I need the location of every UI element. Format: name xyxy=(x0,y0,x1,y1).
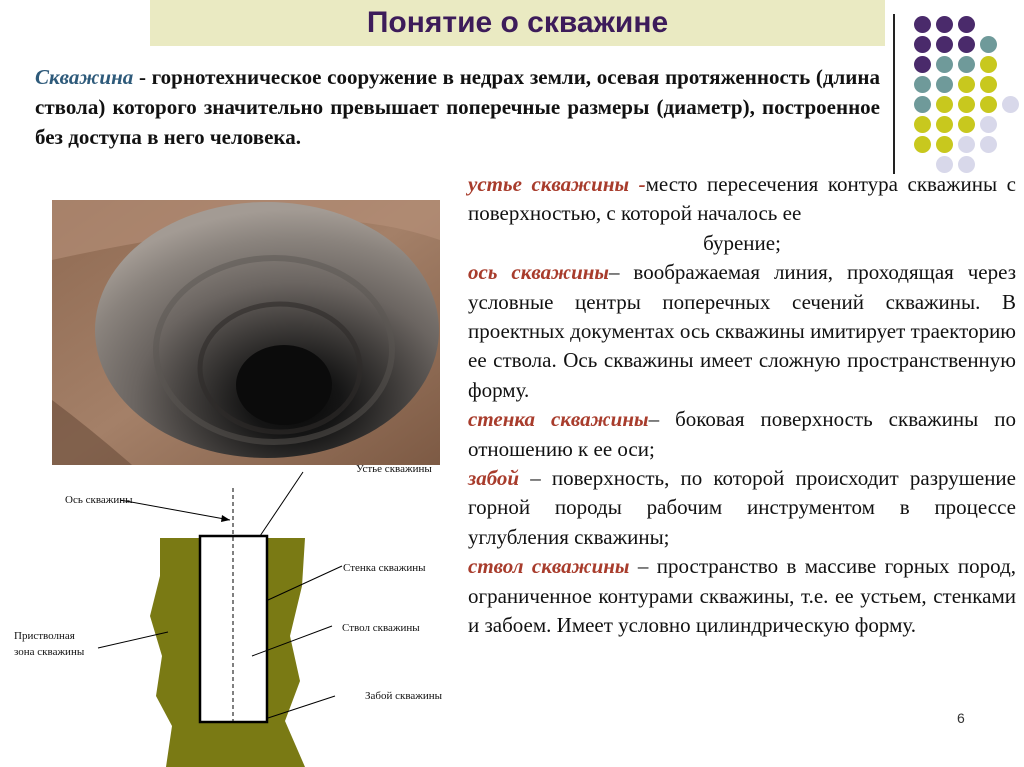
axis-pointer xyxy=(120,500,230,520)
dot xyxy=(936,136,953,153)
definition-item xyxy=(468,464,1016,552)
dot xyxy=(914,76,931,93)
definition-separator: – xyxy=(608,260,620,285)
dot xyxy=(958,16,975,33)
well-diagram-drawing xyxy=(0,466,470,767)
intro-text: - горнотехническое сооружение в недрах земли, осевая протяженность (длина ствола) которого значительно превышает поперечные размеры (диаметр), построенное без доступа в него человека. xyxy=(35,65,880,149)
intro-term: Скважина xyxy=(35,65,134,89)
definition-item xyxy=(468,170,1016,229)
definition-item xyxy=(468,552,1016,640)
definition-item xyxy=(468,258,1016,405)
dot xyxy=(936,36,953,53)
slide-title: Понятие о скважине xyxy=(366,6,669,39)
definition-term: устье скважины xyxy=(468,172,630,196)
dot xyxy=(936,96,953,113)
definition-text: боковая поверхность скважины по отношению к ее оси; xyxy=(468,407,1016,461)
dot xyxy=(958,56,975,73)
label-bottom: Забой скважины xyxy=(365,690,443,702)
definition-separator: – xyxy=(648,407,660,432)
mouth-pointer xyxy=(260,472,303,536)
label-wall: Стенка скважины xyxy=(343,562,426,574)
label-bore: Ствол скважины xyxy=(342,622,420,634)
dot xyxy=(958,96,975,113)
definition-term: ствол скважины xyxy=(468,554,630,579)
definition-separator: - xyxy=(629,172,646,196)
dot xyxy=(936,16,953,33)
label-axis: Ось скважины xyxy=(65,494,133,506)
dot xyxy=(936,116,953,133)
dot xyxy=(914,96,931,113)
label-near-wall-1: Пристволная xyxy=(14,630,75,642)
definitions-list xyxy=(468,170,1016,641)
dot xyxy=(936,56,953,73)
definition-term: стенка скважины xyxy=(468,407,649,432)
definition-text: пространство в массиве горных пород, ограниченное контурами скважины, т.е. ее устьем, стенками и забоем. Имеет условно цилиндрическую форму. xyxy=(468,554,1017,638)
definition-separator: – xyxy=(519,466,541,491)
definition-term: ось скважины xyxy=(468,260,609,285)
well-photo xyxy=(52,200,440,465)
definition-item-tail: бурение; xyxy=(703,230,781,255)
definition-text: воображаемая линия, проходящая через условные центры поперечных сечений скважины. В проектных документах ось скважины имитирует траекторию ее ствола. Ось скважины имеет сложную пространственную форму. xyxy=(468,260,1017,402)
definition-text: поверхность, по которой происходит разрушение горной породы рабочим инструментом в процессе углубления скважины; xyxy=(468,466,1016,549)
dot xyxy=(914,116,931,133)
page-number: 6 xyxy=(957,710,965,726)
dot xyxy=(980,136,997,153)
definition-text: место пересечения контура скважины с поверхностью, с которой началось ее xyxy=(468,172,1016,226)
well-photo-drawing xyxy=(52,200,440,465)
dot xyxy=(914,36,931,53)
label-mouth: Устье скважины xyxy=(356,463,432,475)
dot xyxy=(980,36,997,53)
dot xyxy=(958,76,975,93)
dot xyxy=(980,56,997,73)
dot xyxy=(914,16,931,33)
dot xyxy=(980,116,997,133)
definition-term: забой xyxy=(468,466,520,491)
definition-separator: – xyxy=(629,554,649,579)
label-near-wall-2: зона скважины xyxy=(14,646,85,658)
dot xyxy=(914,56,931,73)
dot xyxy=(1002,96,1019,113)
dot xyxy=(914,136,931,153)
dot xyxy=(958,116,975,133)
dot xyxy=(936,76,953,93)
intro-definition xyxy=(35,62,880,152)
dot xyxy=(958,36,975,53)
dot xyxy=(980,96,997,113)
dot xyxy=(958,136,975,153)
dot xyxy=(980,76,997,93)
definition-item xyxy=(468,405,1016,464)
title-bar xyxy=(150,0,885,46)
divider-line xyxy=(893,14,895,174)
